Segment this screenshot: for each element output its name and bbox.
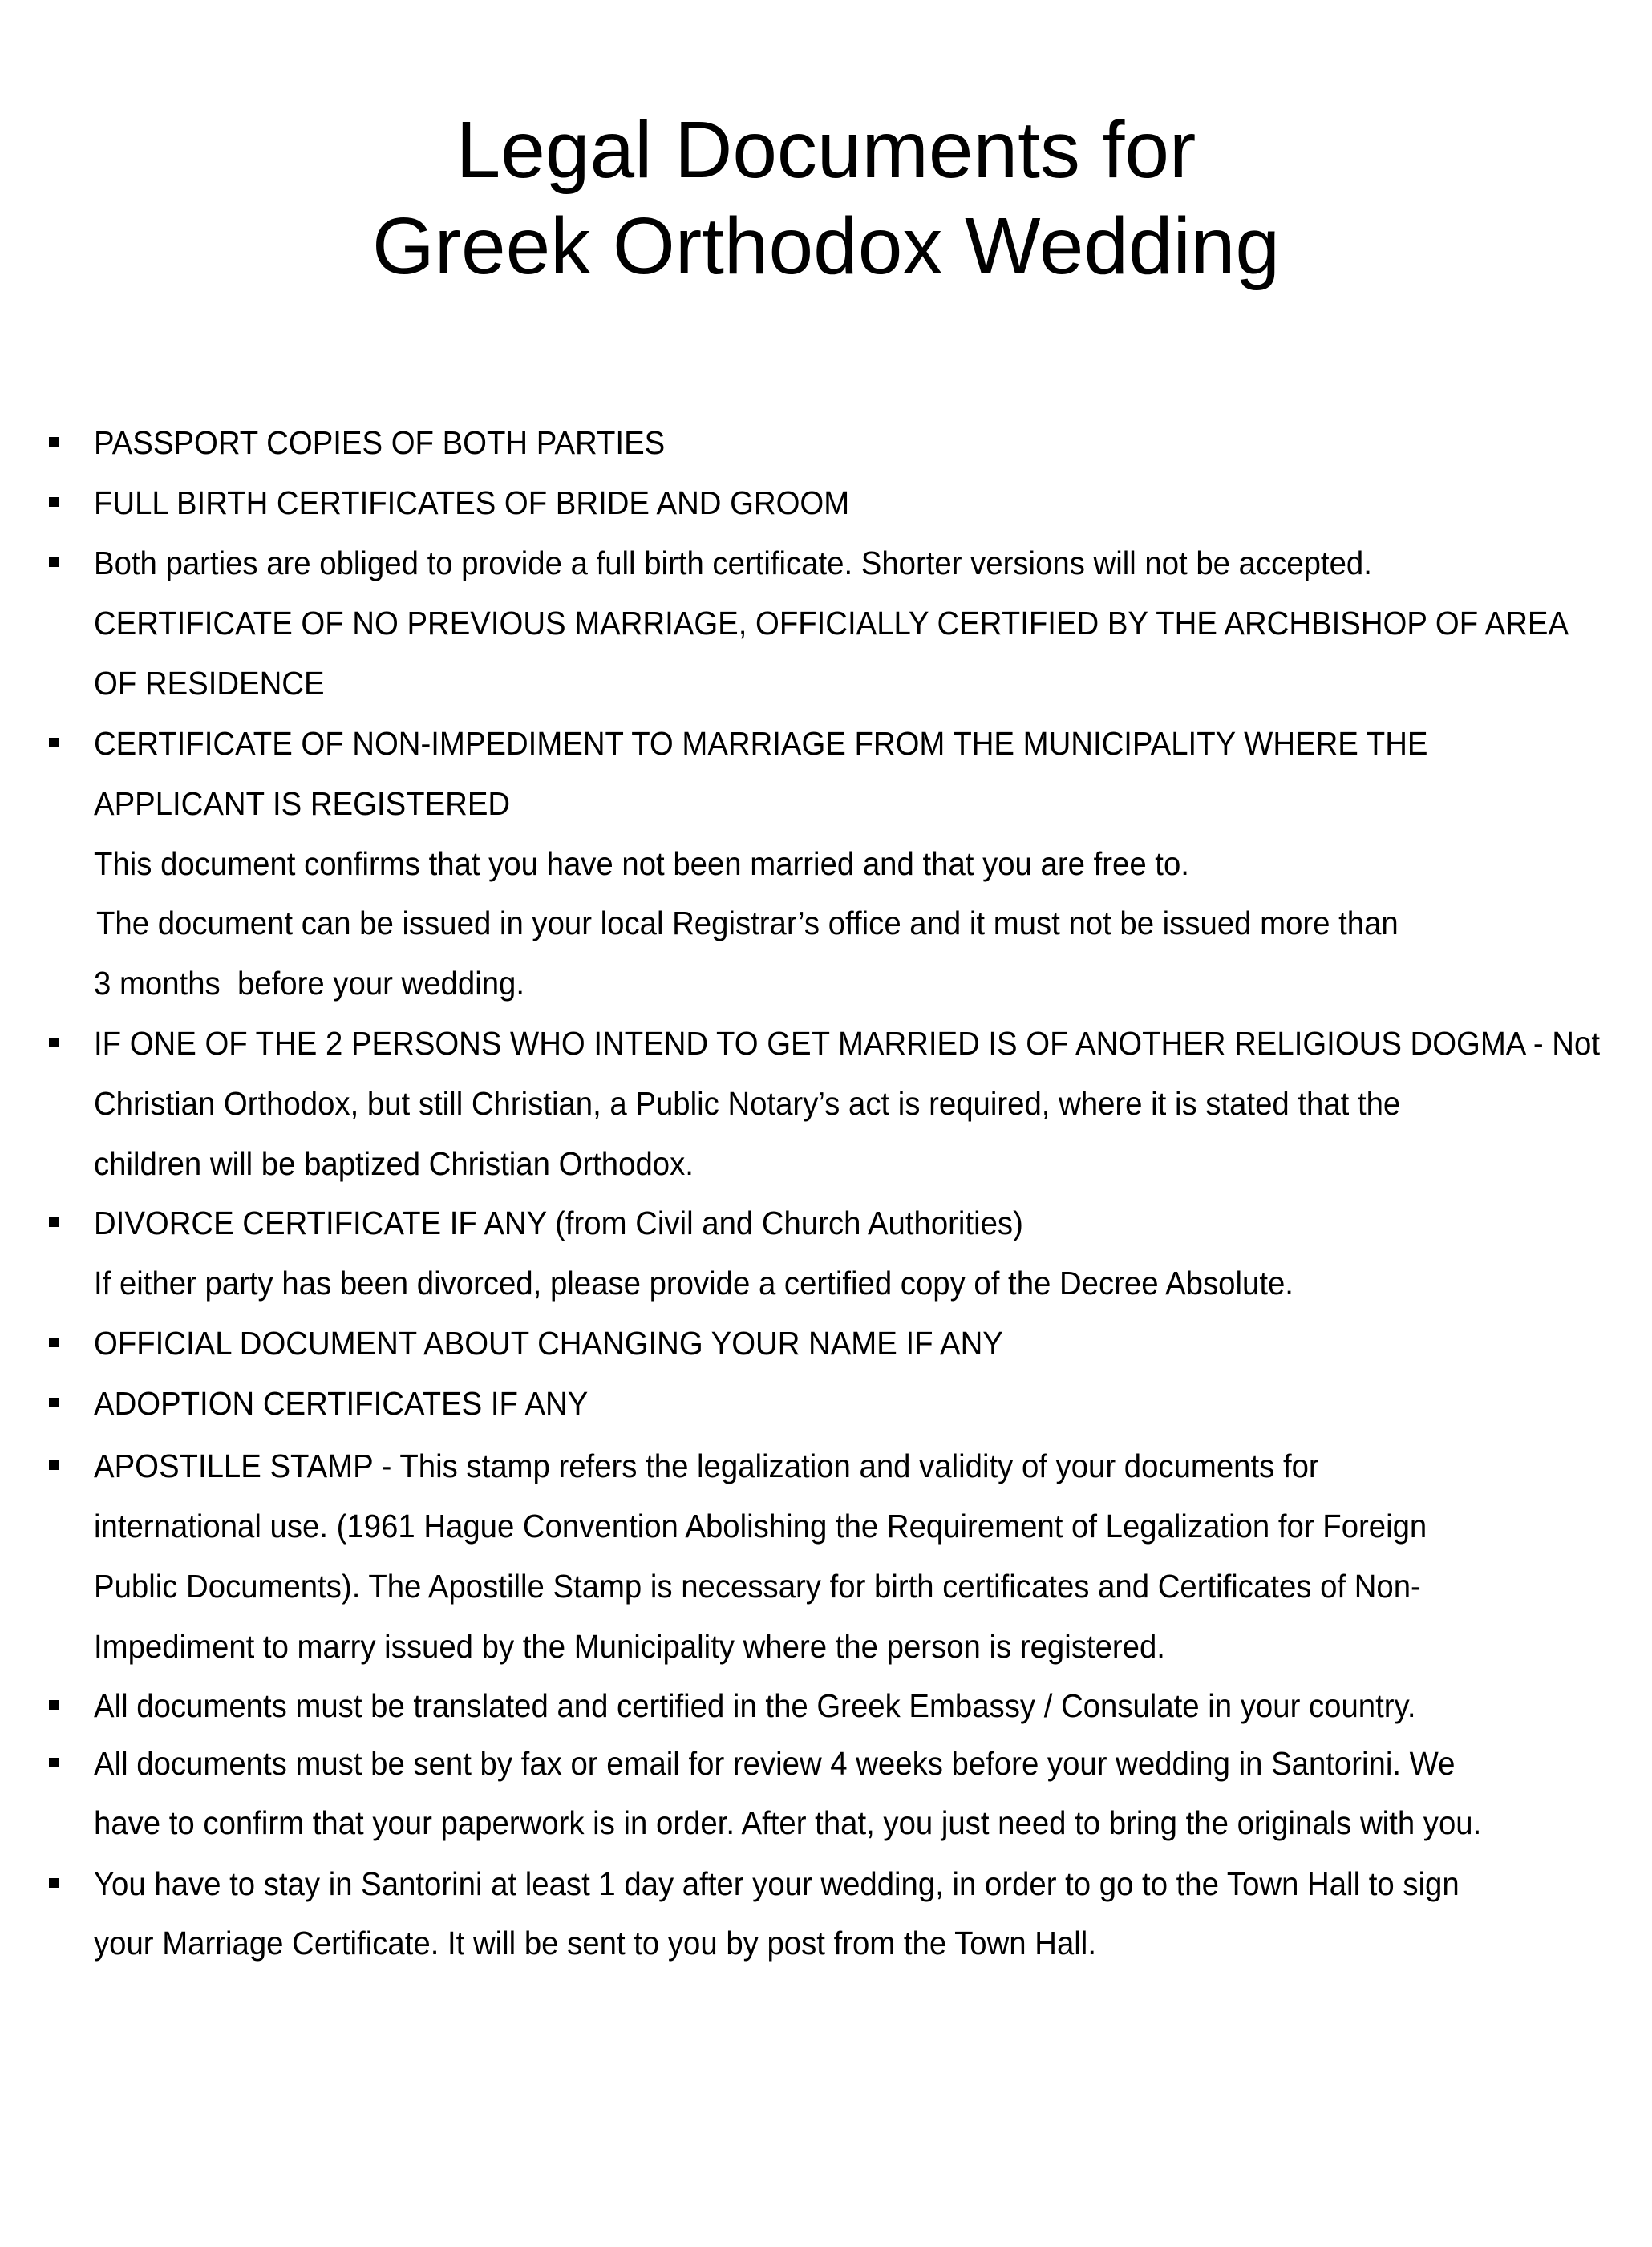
list-item-text: your Marriage Certificate. It will be sent to you by post from the Town Hall. xyxy=(94,1925,1096,1962)
list-item-text: children will be baptized Christian Orthodox. xyxy=(94,1145,694,1182)
list-item-text: Public Documents). The Apostille Stamp is necessary for birth certificates and Certificates of Non- xyxy=(94,1568,1421,1605)
square-bullet-icon xyxy=(49,1460,59,1470)
list-item-text: ADOPTION CERTIFICATES IF ANY xyxy=(94,1385,589,1422)
list-item-text: OFFICIAL DOCUMENT ABOUT CHANGING YOUR NAME IF ANY xyxy=(94,1325,1003,1362)
list-item-text: All documents must be translated and certified in the Greek Embassy / Consulate in your country. xyxy=(94,1687,1416,1724)
list-item-note: 3 months before your wedding. xyxy=(94,965,525,1002)
list-item-text: APPLICANT IS REGISTERED xyxy=(94,785,511,822)
list-item-text: Christian Orthodox, but still Christian, a Public Notary’s act is required, where it is stated that the xyxy=(94,1085,1401,1122)
square-bullet-icon xyxy=(49,497,59,507)
list-item-text: CERTIFICATE OF NO PREVIOUS MARRIAGE, OFFICIALLY CERTIFIED BY THE ARCHBISHOP OF AREA xyxy=(94,605,1569,642)
list-item-text: have to confirm that your paperwork is in order. After that, you just need to bring the originals with you. xyxy=(94,1804,1482,1841)
list-item-note: The document can be issued in your local Registrar’s office and it must not be issued more than xyxy=(96,905,1399,941)
list-item-text: DIVORCE CERTIFICATE IF ANY (from Civil and Church Authorities) xyxy=(94,1204,1023,1241)
list-item-text: CERTIFICATE OF NON-IMPEDIMENT TO MARRIAGE FROM THE MUNICIPALITY WHERE THE xyxy=(94,725,1428,762)
list-item-text: IF ONE OF THE 2 PERSONS WHO INTEND TO GET MARRIED IS OF ANOTHER RELIGIOUS DOGMA - Not xyxy=(94,1025,1600,1062)
list-item-note: This document confirms that you have not been married and that you are free to. xyxy=(94,845,1189,882)
list-item-text: FULL BIRTH CERTIFICATES OF BRIDE AND GROOM xyxy=(94,484,850,521)
list-item-text: PASSPORT COPIES OF BOTH PARTIES xyxy=(94,424,666,461)
list-item-text: international use. (1961 Hague Convention Abolishing the Requirement of Legalization for Foreign xyxy=(94,1508,1427,1545)
page-title-line-2: Greek Orthodox Wedding xyxy=(371,201,1281,291)
list-item-note: If either party has been divorced, please provide a certified copy of the Decree Absolute. xyxy=(94,1265,1294,1302)
square-bullet-icon xyxy=(49,557,59,567)
square-bullet-icon xyxy=(49,1398,59,1407)
list-item-text: APOSTILLE STAMP - This stamp refers the legalization and validity of your documents for xyxy=(94,1447,1319,1484)
list-item-text: You have to stay in Santorini at least 1 day after your wedding, in order to go to the Town Hall to sign xyxy=(94,1865,1460,1902)
square-bullet-icon xyxy=(49,1338,59,1347)
list-item-note: Both parties are obliged to provide a full birth certificate. Shorter versions will not be accepted. xyxy=(94,545,1372,581)
square-bullet-icon xyxy=(49,1217,59,1227)
square-bullet-icon xyxy=(49,1038,59,1047)
list-item-text: All documents must be sent by fax or email for review 4 weeks before your wedding in Santorini. We xyxy=(94,1745,1456,1782)
list-item-text: Impediment to marry issued by the Municipality where the person is registered. xyxy=(94,1628,1165,1665)
square-bullet-icon xyxy=(49,1878,59,1888)
square-bullet-icon xyxy=(49,1758,59,1767)
square-bullet-icon xyxy=(49,437,59,447)
page-title-line-1: Legal Documents for xyxy=(456,105,1196,195)
list-item-text: OF RESIDENCE xyxy=(94,665,325,702)
square-bullet-icon xyxy=(49,1700,59,1710)
square-bullet-icon xyxy=(49,738,59,747)
